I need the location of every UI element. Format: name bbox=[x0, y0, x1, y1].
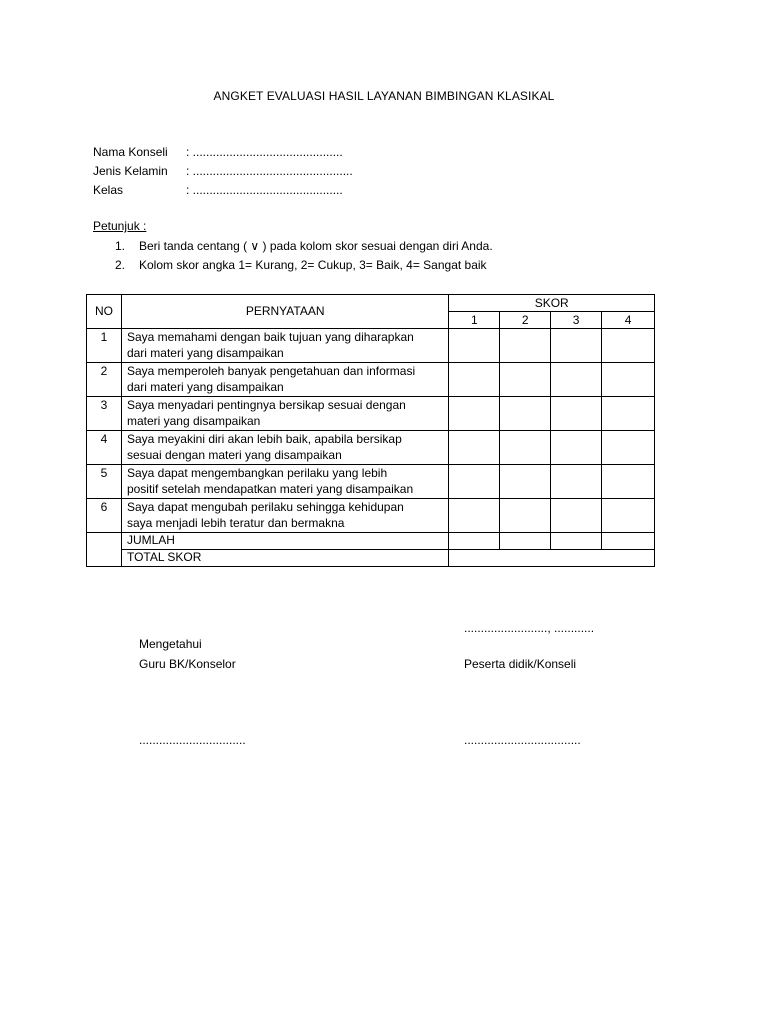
header-pernyataan: PERNYATAAN bbox=[121, 295, 448, 329]
field-nama-konseli bbox=[93, 144, 343, 160]
statement-line: saya menjadi lebih teratur dan bermakna bbox=[126, 516, 345, 530]
peserta-label: Peserta didik/Konseli bbox=[464, 657, 577, 671]
statement-line: dari materi yang disampaikan bbox=[126, 346, 284, 360]
empty-cell bbox=[87, 533, 122, 567]
statement-line: Saya dapat mengubah perilaku sehingga kehidupan bbox=[126, 500, 404, 514]
header-no: NO bbox=[87, 295, 122, 329]
score-cell[interactable] bbox=[449, 431, 500, 465]
guru-bk-label: Guru BK/Konselor bbox=[139, 657, 236, 671]
field-jenis-kelamin bbox=[93, 163, 353, 179]
instruction-text: Beri tanda centang ( ∨ ) pada kolom skor sesuai dengan diri Anda. bbox=[139, 239, 493, 253]
instruction-2 bbox=[115, 257, 487, 273]
score-cell[interactable] bbox=[449, 499, 500, 533]
score-cell[interactable] bbox=[602, 499, 655, 533]
statement-line: Saya meyakini diri akan lebih baik, apabila bersikap bbox=[126, 432, 402, 446]
jumlah-label: JUMLAH bbox=[121, 533, 448, 550]
score-cell[interactable] bbox=[449, 397, 500, 431]
score-cell[interactable] bbox=[449, 363, 500, 397]
score-cell[interactable] bbox=[449, 329, 500, 363]
row-number: 3 bbox=[87, 397, 122, 431]
score-cell[interactable] bbox=[449, 465, 500, 499]
score-cell[interactable] bbox=[602, 363, 655, 397]
row-number: 6 bbox=[87, 499, 122, 533]
jumlah-cell[interactable] bbox=[602, 533, 655, 550]
score-cell[interactable] bbox=[551, 465, 602, 499]
score-table bbox=[86, 294, 655, 567]
row-statement bbox=[121, 363, 448, 397]
document-title: ANGKET EVALUASI HASIL LAYANAN BIMBINGAN KLASIKAL bbox=[213, 89, 555, 103]
table-header-row bbox=[87, 295, 655, 312]
statement-line: sesuai dengan materi yang disampaikan bbox=[126, 448, 342, 462]
jumlah-cell[interactable] bbox=[551, 533, 602, 550]
score-cell[interactable] bbox=[551, 363, 602, 397]
row-statement bbox=[121, 329, 448, 363]
field-label: Nama Konseli bbox=[93, 145, 168, 159]
row-number: 1 bbox=[87, 329, 122, 363]
table-row bbox=[87, 363, 655, 397]
row-statement bbox=[121, 499, 448, 533]
total-cell[interactable] bbox=[449, 550, 655, 567]
table-row bbox=[87, 397, 655, 431]
instruction-1 bbox=[115, 238, 493, 254]
table-row bbox=[87, 431, 655, 465]
score-cell[interactable] bbox=[500, 329, 551, 363]
score-cell[interactable] bbox=[500, 397, 551, 431]
row-statement bbox=[121, 465, 448, 499]
table-row bbox=[87, 329, 655, 363]
header-skor-3: 3 bbox=[551, 312, 602, 329]
score-cell[interactable] bbox=[551, 499, 602, 533]
petunjuk-heading: Petunjuk : bbox=[93, 219, 147, 233]
score-cell[interactable] bbox=[500, 363, 551, 397]
instruction-text: Kolom skor angka 1= Kurang, 2= Cukup, 3= Baik, 4= Sangat baik bbox=[139, 258, 487, 272]
header-skor-4: 4 bbox=[602, 312, 655, 329]
field-label: Kelas bbox=[93, 183, 124, 197]
field-value: : ................................................ bbox=[186, 164, 353, 178]
score-cell[interactable] bbox=[500, 499, 551, 533]
place-date-line: ........................., ............ bbox=[464, 621, 595, 635]
field-value: : ............................................. bbox=[186, 183, 343, 197]
score-cell[interactable] bbox=[500, 465, 551, 499]
signature-line-peserta: ................................... bbox=[464, 733, 581, 747]
row-number: 2 bbox=[87, 363, 122, 397]
field-kelas bbox=[93, 182, 343, 198]
table-row bbox=[87, 465, 655, 499]
jumlah-row bbox=[87, 533, 655, 550]
statement-line: positif setelah mendapatkan materi yang disampaikan bbox=[126, 482, 414, 496]
statement-line: materi yang disampaikan bbox=[126, 414, 261, 428]
signature-line-guru: ................................ bbox=[139, 733, 246, 747]
jumlah-cell[interactable] bbox=[500, 533, 551, 550]
statement-line: Saya memahami dengan baik tujuan yang diharapkan bbox=[126, 330, 414, 344]
instruction-number: 2. bbox=[115, 258, 126, 272]
total-label: TOTAL SKOR bbox=[121, 550, 448, 567]
row-statement bbox=[121, 397, 448, 431]
row-statement bbox=[121, 431, 448, 465]
instruction-number: 1. bbox=[115, 239, 126, 253]
score-cell[interactable] bbox=[602, 397, 655, 431]
score-cell[interactable] bbox=[551, 329, 602, 363]
mengetahui-label: Mengetahui bbox=[139, 637, 202, 651]
table-row bbox=[87, 499, 655, 533]
score-cell[interactable] bbox=[602, 329, 655, 363]
statement-line: Saya dapat mengembangkan perilaku yang lebih bbox=[126, 466, 388, 480]
statement-line: Saya menyadari pentingnya bersikap sesuai dengan bbox=[126, 398, 406, 412]
statement-line: Saya memperoleh banyak pengetahuan dan informasi bbox=[126, 364, 416, 378]
jumlah-cell[interactable] bbox=[449, 533, 500, 550]
field-value: : ............................................. bbox=[186, 145, 343, 159]
row-number: 4 bbox=[87, 431, 122, 465]
header-skor-1: 1 bbox=[449, 312, 500, 329]
score-cell[interactable] bbox=[602, 431, 655, 465]
field-label: Jenis Kelamin bbox=[93, 164, 168, 178]
score-cell[interactable] bbox=[551, 397, 602, 431]
score-cell[interactable] bbox=[500, 431, 551, 465]
score-cell[interactable] bbox=[602, 465, 655, 499]
statement-line: dari materi yang disampaikan bbox=[126, 380, 284, 394]
header-skor-2: 2 bbox=[500, 312, 551, 329]
header-skor: SKOR bbox=[449, 295, 655, 312]
score-cell[interactable] bbox=[551, 431, 602, 465]
total-row bbox=[87, 550, 655, 567]
row-number: 5 bbox=[87, 465, 122, 499]
